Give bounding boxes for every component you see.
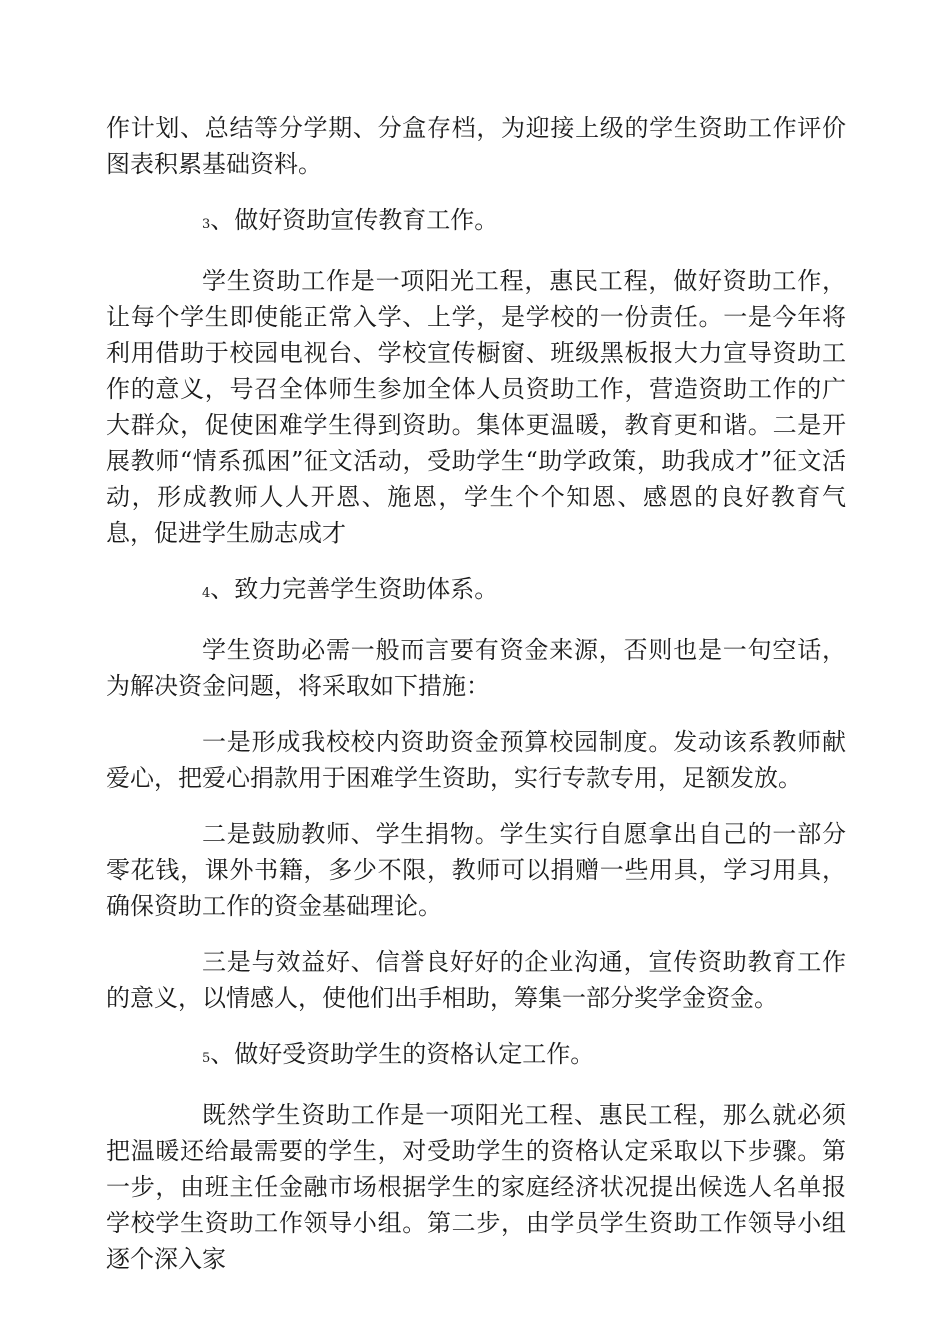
section-heading-3 (106, 202, 846, 243)
continuation-paragraph: 作计划、总结等分学期、分盒存档，为迎接上级的学生资助工作评价图表积累基础资料。 (106, 114, 846, 178)
body-paragraph: 既然学生资助工作是一项阳光工程、惠民工程，那么就必须把温暖还给最需要的学生，对受助学生的资格认定采取以下步骤。第一步，由班主任金融市场根据学生的家庭经济状况提出候选人名单报学校学生资助工作领导小组。第二步，由学员学生资助工作领导小组逐个深入家 (106, 1101, 846, 1273)
body-paragraph: 三是与效益好、信誉良好好的企业沟通，宣传资助教育工作的意义，以情感人，使他们出手相助，筹集一部分奖学金资金。 (106, 948, 846, 1012)
section-heading-text: 、做好受资助学生的资格认定工作。 (210, 1040, 595, 1068)
section-heading-5 (106, 1036, 846, 1077)
body-paragraph: 学生资助必需一般而言要有资金来源，否则也是一句空话，为解决资金问题，将采取如下措施： (106, 636, 846, 700)
section-number: 4 (202, 586, 211, 601)
section-number: 5 (202, 1051, 211, 1066)
section-heading-text: 、做好资助宣传教育工作。 (210, 206, 499, 234)
body-paragraph: 二是鼓励教师、学生捐物。学生实行自愿拿出自己的一部分零花钱，课外书籍，多少不限，教师可以捐赠一些用具，学习用具，确保资助工作的资金基础理论。 (106, 820, 846, 920)
body-paragraph: 学生资助工作是一项阳光工程，惠民工程，做好资助工作，让每个学生即使能正常入学、上学，是学校的一份责任。一是今年将利用借助于校园电视台、学校宣传橱窗、班级黑板报大力宣导资助工作的意义，号召全体师生参加全体人员资助工作，营造资助工作的广大群众，促使困难学生得到资助。集体更温暖，教育更和谐。二是开展教师“情系孤困”征文活动，受助学生“助学政策，助我成才”征文活动，形成教师人人开恩、施恩，学生个个知恩、感恩的良好教育气息，促进学生励志成才 (106, 267, 846, 547)
section-number: 3 (202, 217, 211, 232)
body-paragraph: 一是形成我校校内资助资金预算校园制度。发动该系教师献爱心，把爱心捐款用于困难学生资助，实行专款专用，足额发放。 (106, 728, 846, 792)
section-heading-text: 、致力完善学生资助体系。 (210, 575, 499, 603)
document-page (106, 110, 846, 1297)
section-heading-4 (106, 571, 846, 612)
